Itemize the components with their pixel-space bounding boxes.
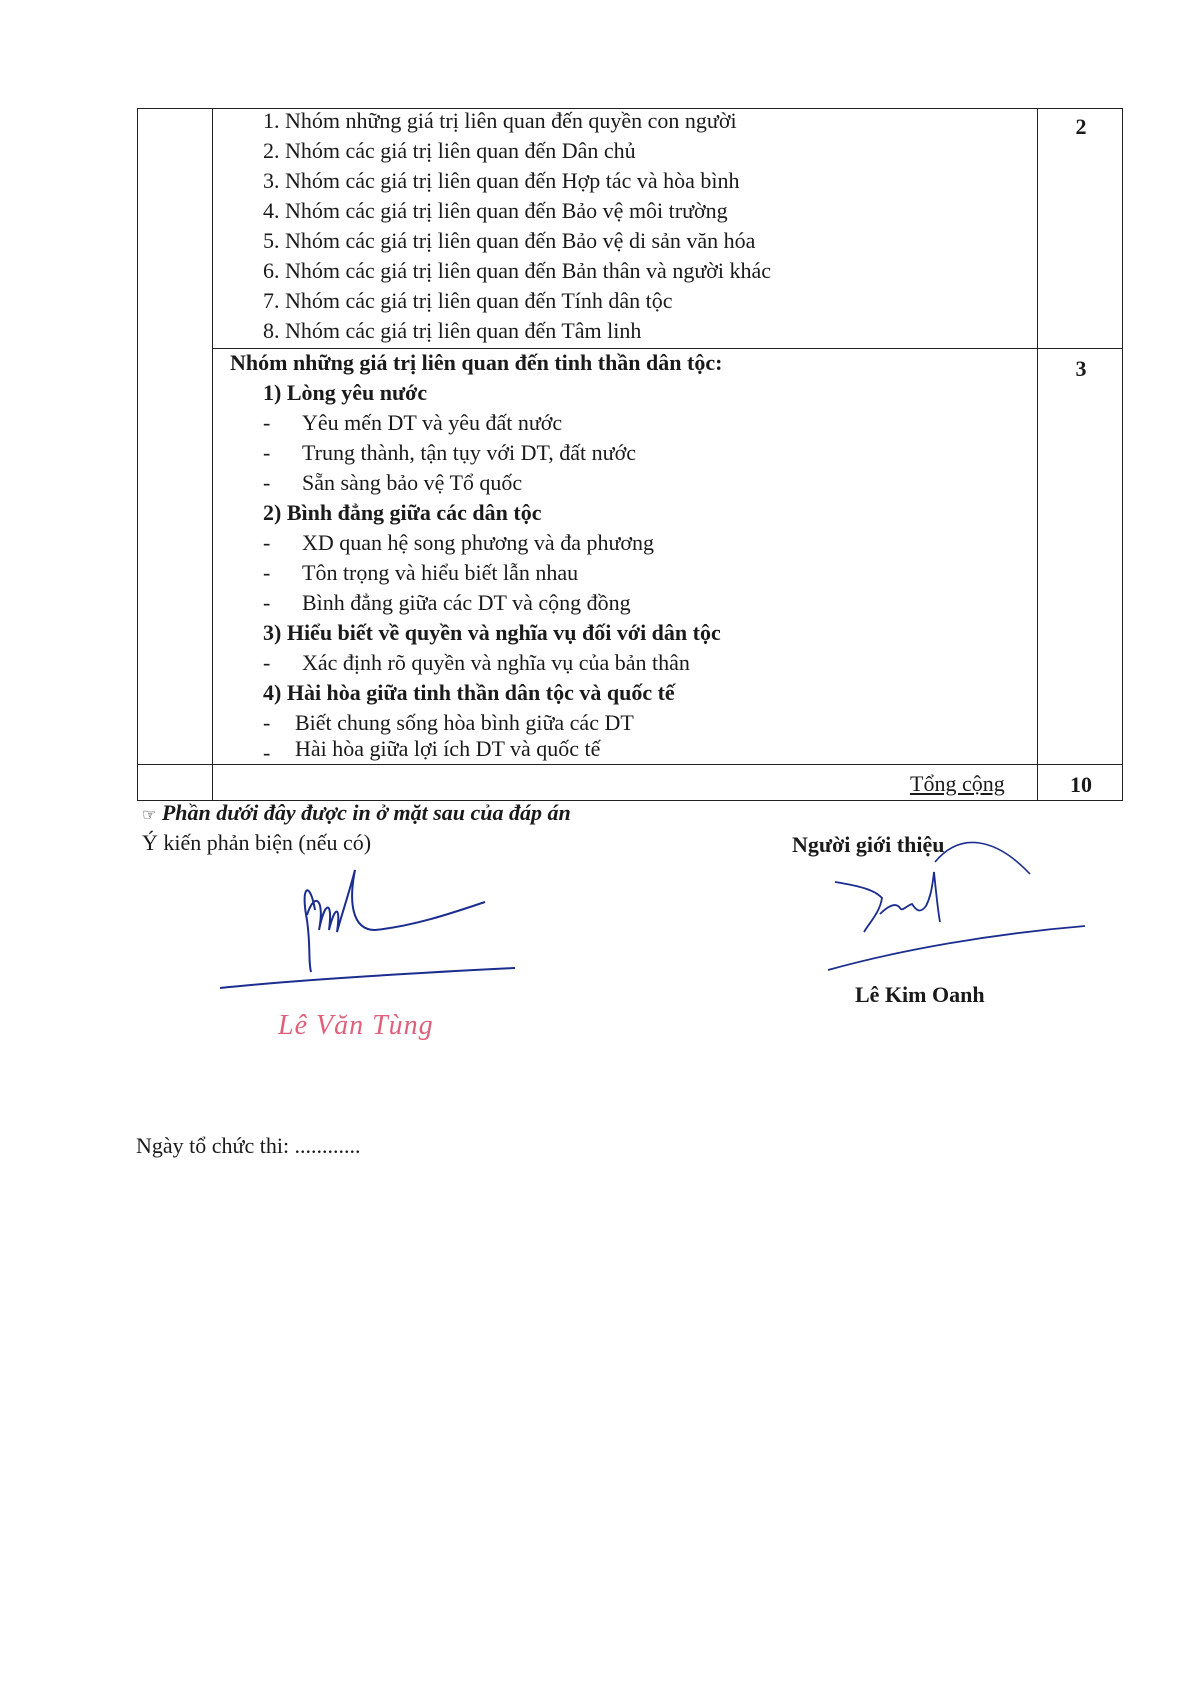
list-item: 3. Nhóm các giá trị liên quan đến Hợp tác và hòa bình bbox=[263, 168, 740, 193]
bullet-item: Hài hòa giữa lợi ích DT và quốc tế bbox=[295, 736, 601, 761]
list-item: 2. Nhóm các giá trị liên quan đến Dân chủ bbox=[263, 138, 636, 163]
row2-heading: Nhóm những giá trị liên quan đến tinh thần dân tộc: bbox=[230, 350, 723, 375]
section-title: 1) Lòng yêu nước bbox=[263, 380, 428, 405]
bullet-item: Sẵn sàng bảo vệ Tổ quốc bbox=[302, 470, 523, 495]
list-item: 5. Nhóm các giá trị liên quan đến Bảo vệ di sản văn hóa bbox=[263, 228, 756, 253]
bullet-dash: - bbox=[263, 560, 271, 585]
list-item: 8. Nhóm các giá trị liên quan đến Tâm linh bbox=[263, 318, 642, 343]
total-points: 10 bbox=[1070, 772, 1092, 797]
bullet-dash: - bbox=[263, 710, 271, 735]
bullet-item: Bình đẳng giữa các DT và cộng đồng bbox=[302, 590, 631, 615]
row-divider bbox=[137, 764, 1123, 765]
reviewer-stamp-name: Lê Văn Tùng bbox=[278, 1010, 434, 1041]
list-item: 1. Nhóm những giá trị liên quan đến quyền con người bbox=[263, 108, 737, 133]
bullet-dash: - bbox=[263, 530, 271, 555]
bullet-dash: - bbox=[263, 440, 271, 465]
note-text: Phần dưới đây được in ở mặt sau của đáp án bbox=[161, 800, 571, 825]
bullet-dash: - bbox=[263, 590, 271, 615]
bullet-item: XD quan hệ song phương và đa phương bbox=[302, 530, 655, 555]
section-title: 2) Bình đẳng giữa các dân tộc bbox=[263, 500, 542, 525]
list-item: 7. Nhóm các giá trị liên quan đến Tính dân tộc bbox=[263, 288, 673, 313]
bullet-item: Biết chung sống hòa bình giữa các DT bbox=[295, 710, 634, 735]
bullet-dash: - bbox=[263, 470, 271, 495]
answer-table bbox=[137, 108, 1123, 801]
bullet-dash: - bbox=[263, 410, 271, 435]
total-label: Tổng cộng bbox=[910, 771, 1005, 796]
bullet-item: Trung thành, tận tụy với DT, đất nước bbox=[302, 440, 636, 465]
bullet-item: Xác định rõ quyền và nghĩa vụ của bản thân bbox=[302, 650, 690, 675]
pointing-hand-icon: ☞ bbox=[142, 807, 157, 824]
list-item: 6. Nhóm các giá trị liên quan đến Bản thân và người khác bbox=[263, 258, 772, 283]
table-border bbox=[137, 108, 138, 801]
introducer-name: Lê Kim Oanh bbox=[855, 982, 985, 1007]
bullet-item: Tôn trọng và hiểu biết lẫn nhau bbox=[302, 560, 579, 585]
section-title: 3) Hiểu biết về quyền và nghĩa vụ đối với dân tộc bbox=[263, 620, 721, 645]
column-divider bbox=[1037, 108, 1038, 801]
bullet-item: Yêu mến DT và yêu đất nước bbox=[302, 410, 563, 435]
bullet-dash: - bbox=[263, 650, 271, 675]
table-border bbox=[1122, 108, 1123, 801]
bullet-dash: - bbox=[263, 740, 271, 765]
reviewer-signature bbox=[215, 860, 535, 990]
row2-points: 3 bbox=[1075, 356, 1087, 381]
back-side-note bbox=[142, 800, 571, 826]
list-item: 4. Nhóm các giá trị liên quan đến Bảo vệ môi trường bbox=[263, 198, 728, 223]
exam-date: Ngày tổ chức thi: ............ bbox=[136, 1133, 361, 1158]
introducer-signature bbox=[820, 822, 1110, 972]
row1-points: 2 bbox=[1075, 114, 1087, 139]
column-divider bbox=[212, 108, 213, 801]
introducer-label: Người giới thiệu bbox=[792, 832, 945, 857]
reviewer-label: Ý kiến phản biện (nếu có) bbox=[142, 830, 372, 855]
row-divider bbox=[212, 348, 1123, 349]
section-title: 4) Hài hòa giữa tinh thần dân tộc và quốc tế bbox=[263, 680, 675, 705]
